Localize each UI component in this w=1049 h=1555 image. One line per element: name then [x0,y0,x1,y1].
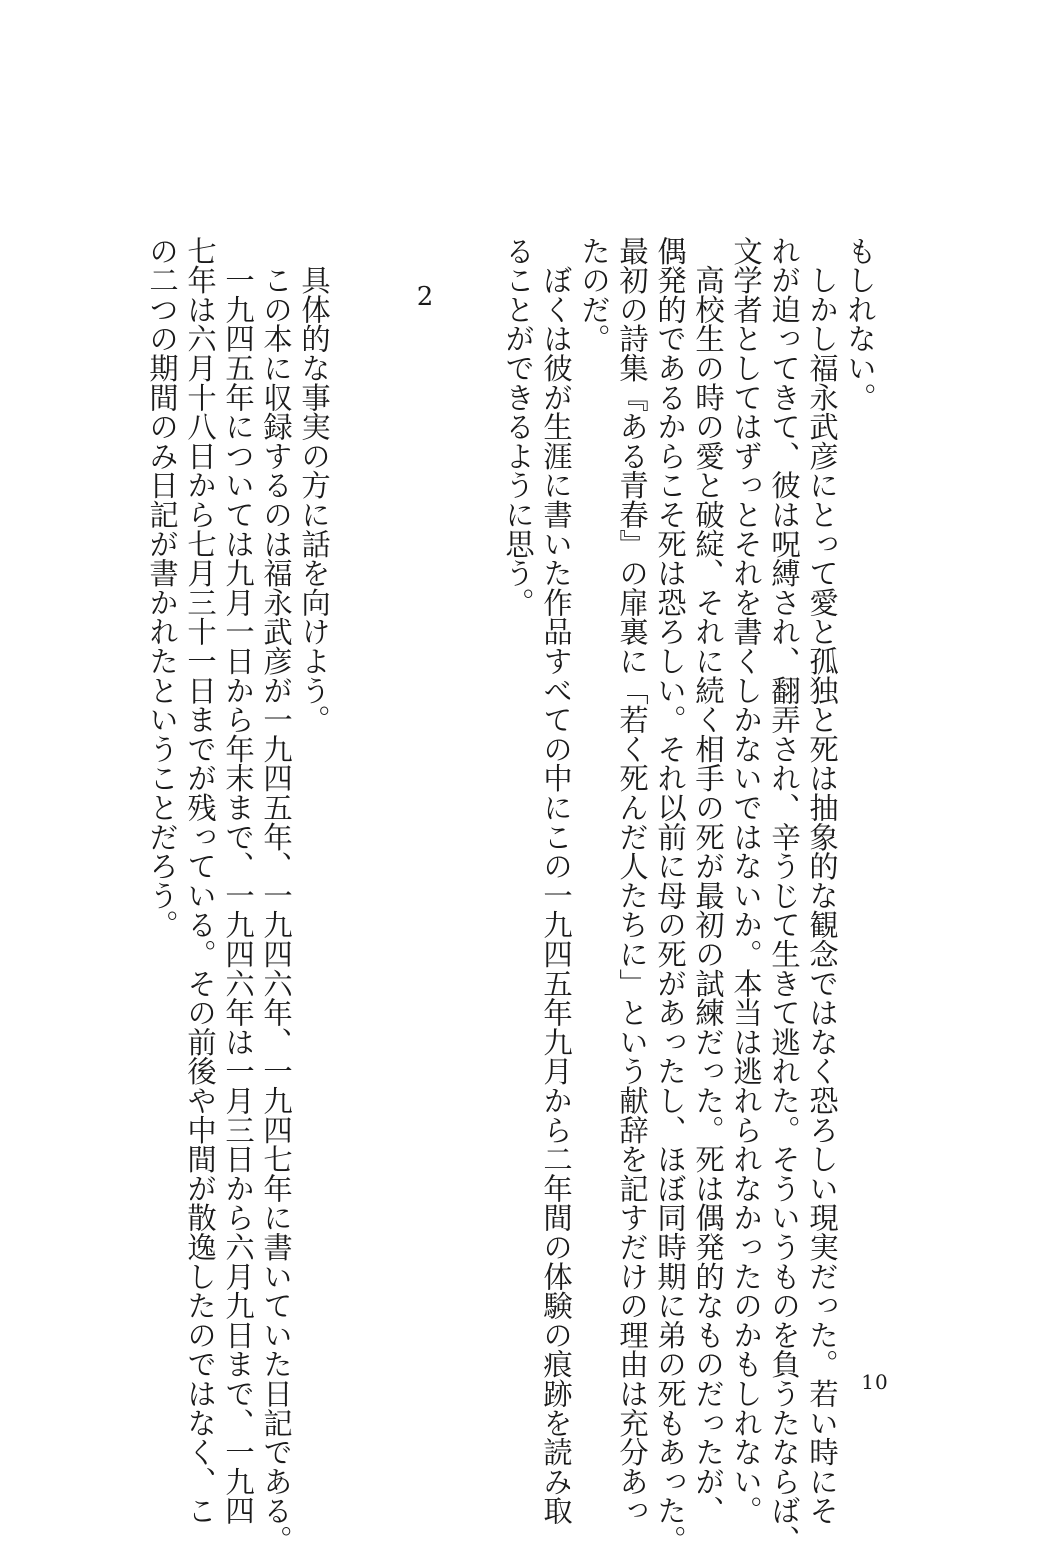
text-column-12: この本に収録するのは福永武彦が一九四五年、一九四六年、一九四七年に書いていた日記である。 [259,236,293,1555]
text-column-13: 一九四五年については九月一日から年末まで、一九四六年は一月三日から六月九日まで、一九四 [221,236,255,1526]
text-column-8: たのだ。 [577,236,611,354]
text-column-9: ぼくは彼が生涯に書いた作品すべての中にこの一九四五年九月から二年間の体験の痕跡を読み取 [539,236,573,1526]
text-column-4: 文学者としてはずっとそれを書くしかないではないか。本当は逃れられなかったのかもしれない。 [729,236,763,1526]
text-column-5: 高校生の時の愛と破綻、それに続く相手の死が最初の試練だった。死は偶発的なものだったが、 [691,236,725,1526]
text-column-10: ることができるように思う。 [501,236,535,617]
text-column-7: 最初の詩集『ある青春』の扉裏に「若く死んだ人たちに」という献辞を記すだけの理由は充分あっ [615,236,649,1526]
text-column-11: 具体的な事実の方に話を向けよう。 [297,236,331,735]
page-number: 10 [861,1370,889,1394]
text-column-3: れが迫ってきて、彼は呪縛され、翻弄され、辛うじて生きて逃れた。そういうものを負うたならば、 [767,236,801,1555]
text-column-14: 七年は六月十八日から七月三十一日までが残っている。その前後や中間が散逸したのではなく、こ [183,236,217,1526]
text-column-6: 偶発的であるからこそ死は恐ろしい。それ以前に母の死があったし、ほぼ同時期に弟の死もあった。 [653,236,687,1555]
text-column-2: しかし福永武彦にとって愛と孤独と死は抽象的な観念ではなく恐ろしい現実だった。若い時にそ [805,236,839,1526]
text-column-15: の二つの期間のみ日記が書かれたということだろう。 [145,236,179,940]
section-number: 2 [416,282,434,312]
text-column-1: もしれない。 [843,236,877,412]
